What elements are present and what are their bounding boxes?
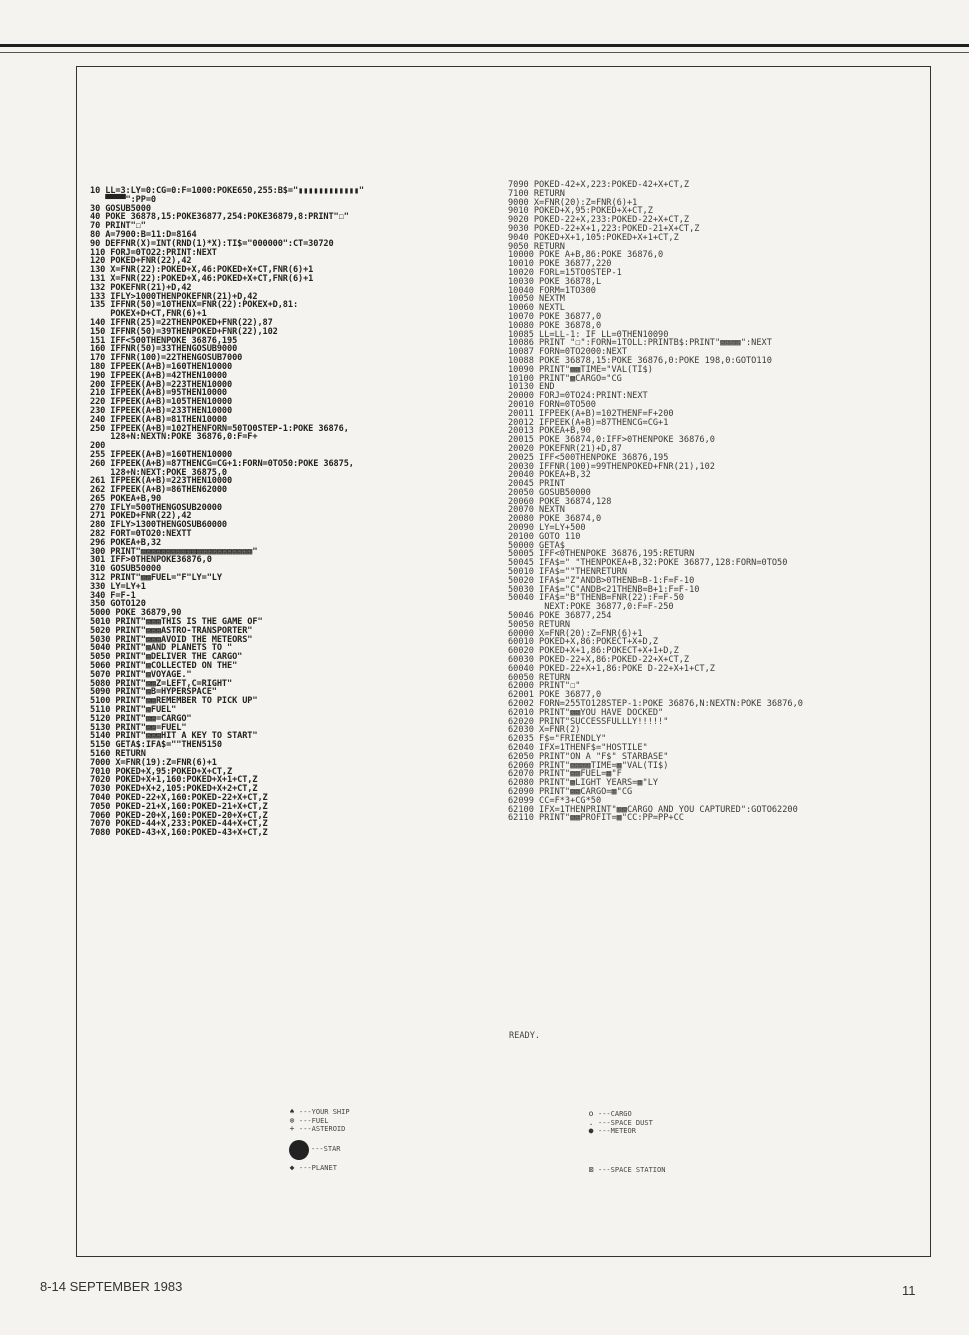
legend-space-station-label: ---SPACE STATION: [598, 1165, 666, 1174]
code-line: 340 F=F-1: [90, 590, 136, 601]
code-line: 135 IFFNR(50)=10THENX=FNR(22):POKEX+D,81:: [90, 300, 299, 311]
listing-right-column: [508, 181, 803, 823]
code-line: 62060 PRINT"▩▩▩▩TIME=▩"VAL(TI$): [508, 760, 669, 771]
code-line: 140 IFFNR(25)=22THENPOKED+FNR(22),87: [90, 317, 273, 328]
code-line: 20011 IFPEEK(A+B)=102THENF=F+200: [508, 408, 674, 419]
ready-prompt: READY.: [509, 1031, 541, 1041]
code-line: 132 POKEFNR(21)+D,42: [90, 282, 192, 293]
code-line: 9030 POKED-22+X+1,223:POKED-21+X+CT,Z: [508, 223, 700, 234]
code-line: 150 IFFNR(50)=39THENPOKED+FNR(22),102: [90, 326, 278, 337]
code-line: 10130 END: [508, 382, 555, 393]
code-line: 62080 PRINT"▩LIGHT YEARS=▩"LY: [508, 778, 659, 789]
code-line: 7090 POKED-42+X,223:POKED-42+X+CT,Z: [508, 180, 690, 190]
code-line: 10 LL=3:LY=0:CG=0:F=1000:POKE650,255:B$="▮▮▮▮▮▮▮▮▮▮▮▮": [90, 186, 364, 196]
code-line: 7020 POKED+X+1,160:POKED+X+1+CT,Z: [90, 775, 258, 786]
code-line: 200 IFPEEK(A+B)=223THEN10000: [90, 379, 233, 390]
code-line: 62110 PRINT"▩▩PROFIT=▩"CC:PP=PP+CC: [508, 813, 684, 824]
code-line: 312 PRINT"▩▩FUEL="F"LY="LY: [90, 573, 222, 584]
code-line: 60050 RETURN: [508, 672, 571, 683]
code-line: 10080 POKE 36878,0: [508, 320, 602, 331]
code-line: 128+N:NEXT:POKE 36875,0: [90, 467, 227, 478]
code-line: 296 POKEA+B,32: [90, 537, 162, 548]
code-line: 151 IFF<500THENPOKE 36876,195: [90, 335, 238, 346]
code-line: 80 A=7900:B=11:D=8164: [90, 229, 197, 240]
code-line: 10086 PRINT "☐":FORN=1TOLL:PRINTB$:PRINT"▩▩▩▩":NEXT: [508, 338, 772, 349]
code-line: 7060 POKED-20+X,160:POKED-20+X+CT,Z: [90, 810, 268, 821]
code-line: 110 FORJ=0TO22:PRINT:NEXT: [90, 247, 217, 258]
code-line: 5020 PRINT"▩▩▩ASTRO-TRANSPORTER": [90, 625, 253, 636]
code-line: 60030 POKED-22+X,86:POKED-22+X+CT,Z: [508, 655, 690, 666]
code-line: 50040 IFA$="B"THENB=FNR(22):F=F-50: [508, 593, 684, 604]
code-line: 10090 PRINT"▩▩TIME="VAL(TI$): [508, 364, 653, 375]
code-line: 50000 GETA$: [508, 540, 565, 551]
code-line: 10000 POKE A+B,86:POKE 36876,0: [508, 250, 664, 261]
code-line: 5000 POKE 36879,90: [90, 608, 182, 619]
space-dust-icon: .: [588, 1117, 594, 1127]
code-line: 62050 PRINT"ON A "F$" STARBASE": [508, 751, 669, 762]
code-line: 20020 POKEFNR(21)+D,87: [508, 443, 622, 454]
asteroid-icon: +: [289, 1124, 295, 1133]
code-line: 10040 FORM=1TO300: [508, 285, 596, 296]
code-line: 62070 PRINT"▩▩FUEL=▩"F: [508, 769, 622, 780]
code-line: 270 IFLY=500THENGOSUB20000: [90, 502, 222, 513]
code-line: 62002 FORN=255TO128STEP-1:POKE 36876,N:NEXTN:POKE 36876,0: [508, 699, 803, 710]
code-line: 10070 POKE 36877,0: [508, 311, 602, 322]
code-line: 265 POKEA+B,90: [90, 493, 162, 504]
code-line: 240 IFPEEK(A+B)=81THEN10000: [90, 414, 227, 425]
code-line: 200: [90, 441, 106, 452]
legend-space-station: [586, 1166, 665, 1175]
code-line: 50020 IFA$="Z"ANDB>0THENB=B-1:F=F-10: [508, 575, 695, 586]
code-line: 5120 PRINT"▩▩=CARGO": [90, 713, 192, 724]
code-line: 50050 RETURN: [508, 619, 571, 630]
legend-fuel: [287, 1117, 350, 1126]
code-line: 20100 GOTO 110: [508, 531, 581, 542]
code-line: 128+N:NEXTN:POKE 36876,0:F=F+: [90, 432, 258, 443]
code-line: 50030 IFA$="C"ANDB<21THENB=B+1:F=F-10: [508, 584, 700, 595]
code-line: 62030 X=FNR(2): [508, 725, 581, 736]
code-line: 20025 IFF<500THENPOKE 36876,195: [508, 452, 669, 463]
code-line: 50045 IFA$=" "THENPOKEA+B,32:POKE 36877,128:FORN=0TO50: [508, 558, 788, 569]
code-line: 7050 POKED-21+X,160:POKED-21+X+CT,Z: [90, 801, 268, 812]
code-line: 261 IFPEEK(A+B)=223THEN10000: [90, 476, 233, 487]
code-line: 5080 PRINT"▩▩Z=LEFT,C=RIGHT": [90, 678, 233, 689]
code-line: 10060 NEXTL: [508, 303, 565, 314]
legend-meteor: [586, 1127, 665, 1136]
code-line: 7030 POKED+X+2,105:POKED+X+2+CT,Z: [90, 784, 258, 795]
planet-icon: ◆: [289, 1162, 295, 1172]
code-line: 7000 X=FNR(19):Z=FNR(6)+1: [90, 757, 217, 768]
code-line: 310 GOSUB50000: [90, 564, 162, 575]
code-line: 10088 POKE 36878,15:POKE 36876,0:POKE 198,0:GOTO110: [508, 355, 772, 366]
code-line: 350 GOTO120: [90, 599, 146, 610]
code-line: 255 IFPEEK(A+B)=160THEN10000: [90, 449, 233, 460]
code-line: 120 POKED+FNR(22),42: [90, 256, 192, 267]
code-line: 90 DEFFNR(X)=INT(RND(1)*X):TI$="000000":CT=30720: [90, 238, 334, 249]
code-line: 250 IFPEEK(A+B)=102THENFORN=50TO0STEP-1:POKE 36876,: [90, 423, 349, 434]
code-line: 160 IFFNR(50)=33THENGOSUB9000: [90, 344, 238, 355]
code-line: 20045 PRINT: [508, 479, 565, 490]
code-line: 180 IFPEEK(A+B)=160THEN10000: [90, 361, 233, 372]
code-line: 5070 PRINT"▩VOYAGE.": [90, 669, 192, 680]
fuel-icon: ⊗: [289, 1115, 295, 1125]
code-line: 230 IFPEEK(A+B)=233THEN10000: [90, 405, 233, 416]
code-line: 9020 POKED-22+X,233:POKED-22+X+CT,Z: [508, 215, 690, 226]
code-line: 20080 POKE 36874,0: [508, 514, 602, 525]
code-line: 9000 X=FNR(20):Z=FNR(6)+1: [508, 197, 638, 208]
top-rule: [0, 44, 969, 47]
legend-ship-label: ---YOUR SHIP: [299, 1108, 350, 1116]
code-line: 5050 PRINT"▩DELIVER THE CARGO": [90, 652, 243, 663]
code-line: POKEX+D+CT,FNR(6)+1: [90, 309, 207, 320]
code-line: 9040 POKED+X+1,105:POKED+X+1+CT,Z: [508, 232, 679, 243]
space-station-icon: ⊠: [588, 1164, 594, 1174]
legend-ship: [287, 1108, 350, 1117]
top-rule-thin: [0, 52, 969, 53]
code-line: 20070 NEXTN: [508, 505, 565, 516]
code-line: 62000 PRINT"☐": [508, 681, 581, 692]
code-line: 20010 FORN=0TO500: [508, 399, 596, 410]
issue-date: 8-14 SEPTEMBER 1983: [40, 1279, 183, 1294]
legend-space-dust: [586, 1119, 665, 1128]
code-line: 5110 PRINT"▩FUEL": [90, 705, 177, 716]
code-line: 62090 PRINT"▩▩CARGO=▩"CG: [508, 786, 633, 797]
code-line: 20015 POKE 36874,0:IFF>0THENPOKE 36876,0: [508, 435, 715, 446]
code-line: 50010 IFA$=""THENRETURN: [508, 567, 627, 578]
code-line: 62100 IFX=1THENPRINT"▩▩CARGO AND YOU CAPTURED":GOTO62200: [508, 804, 798, 815]
code-line: 210 IFPEEK(A+B)=95THEN10000: [90, 388, 227, 399]
legend-asteroid: [287, 1125, 350, 1134]
code-line: 282 FORT=0TO20:NEXTT: [90, 529, 192, 540]
code-line: 7070 POKED-44+X,233:POKED-44+X+CT,Z: [90, 819, 268, 830]
legend-cargo-label: ---CARGO: [598, 1110, 632, 1118]
code-line: 10087 FORN=0TO2000:NEXT: [508, 347, 627, 358]
code-line: 10100 PRINT"▩CARGO="CG: [508, 373, 622, 384]
code-line: 5090 PRINT"▩B=HYPERSPACE": [90, 687, 217, 698]
code-line: 5060 PRINT"▩COLLECTED ON THE": [90, 661, 238, 672]
code-line: 50046 POKE 36877,254: [508, 611, 612, 622]
legend-meteor-label: ---METEOR: [598, 1127, 636, 1135]
code-line: 62099 CC=F*3+CG*50: [508, 795, 602, 806]
code-line: 62010 PRINT"▩▩YOU HAVE DOCKED": [508, 707, 664, 718]
code-line: 50005 IFF<0THENPOKE 36876,195:RETURN: [508, 549, 695, 560]
legend-planet-label: ---PLANET: [299, 1163, 337, 1172]
code-line: 30 GOSUB5000: [90, 203, 151, 214]
cargo-icon: o: [588, 1109, 594, 1118]
code-line: 62040 IFX=1THENF$="HOSTILE": [508, 743, 648, 753]
legend-left: [287, 1108, 350, 1172]
code-line: 220 IFPEEK(A+B)=105THEN10000: [90, 397, 233, 408]
meteor-icon: ●: [588, 1126, 594, 1135]
legend-asteroid-label: ---ASTEROID: [299, 1125, 346, 1133]
code-line: 10030 POKE 36878,L: [508, 276, 602, 287]
legend-planet: [287, 1164, 350, 1173]
listing-left-column: [90, 187, 364, 838]
code-line: 62035 F$="FRIENDLY": [508, 734, 607, 745]
code-line: 60000 X=FNR(20):Z=FNR(6)+1: [508, 628, 643, 639]
code-line: 5140 PRINT"▩▩▩HIT A KEY TO START": [90, 731, 258, 742]
legend-space-dust-label: ---SPACE DUST: [598, 1118, 653, 1127]
code-line: 10010 POKE 36877,220: [508, 259, 612, 270]
code-line: ▀▀▀▀":PP=0: [90, 194, 156, 205]
code-line: 300 PRINT"▩▩▩▩▩▩▩▩▩▩▩▩▩▩▩▩▩▩▩▩▩▩": [90, 546, 258, 557]
code-line: 70 PRINT"☐": [90, 221, 146, 232]
code-line: NEXT:POKE 36877,0:F=F-250: [508, 602, 674, 613]
page-number: 11: [902, 1283, 916, 1298]
code-line: 190 IFPEEK(A+B)=42THEN10000: [90, 370, 227, 381]
code-line: 5030 PRINT"▩▩▩AVOID THE METEORS": [90, 634, 253, 645]
code-line: 62020 PRINT"SUCCESSFULLLY!!!!!": [508, 716, 669, 727]
code-line: 5040 PRINT"▩AND PLANETS TO ": [90, 643, 233, 654]
code-line: 170 IFFNR(100)=22THENGOSUB7000: [90, 353, 243, 364]
code-line: 10020 FORL=15TO0STEP-1: [508, 267, 622, 278]
code-line: 133 IFLY>1000THENPOKEFNR(21)+D,42: [90, 291, 258, 302]
code-line: 20040 POKEA+B,32: [508, 470, 591, 481]
star-icon: [289, 1140, 309, 1160]
code-line: 9010 POKED+X,95:POKED+X+CT,Z: [508, 206, 653, 217]
code-line: 10050 NEXTM: [508, 294, 565, 305]
code-line: 20030 IFFNR(100)=99THENPOKED+FNR(21),102: [508, 461, 715, 472]
code-line: 330 LY=LY+1: [90, 581, 146, 592]
code-line: 271 POKED+FNR(22),42: [90, 511, 192, 522]
code-line: 5160 RETURN: [90, 749, 146, 759]
code-line: 301 IFF>0THENPOKE36876,0: [90, 555, 212, 566]
code-line: 260 IFPEEK(A+B)=87THENCG=CG+1:FORN=0TO50:POKE 36875,: [90, 458, 354, 469]
legend-star: [287, 1140, 350, 1160]
code-line: 131 X=FNR(22):POKED+X,46:POKED+X+CT,FNR(6)+1: [90, 273, 314, 284]
code-line: 20000 FORJ=0TO24:PRINT:NEXT: [508, 391, 648, 402]
legend-right: [586, 1110, 665, 1174]
code-line: 9050 RETURN: [508, 241, 565, 252]
code-line: 5100 PRINT"▩▩REMEMBER TO PICK UP": [90, 696, 258, 707]
code-line: 5150 GETA$:IFA$=""THEN5150: [90, 740, 222, 751]
legend-cargo: [586, 1110, 665, 1119]
code-line: 60020 POKED+X+1,86:POKECT+X+1+D,Z: [508, 646, 679, 657]
code-line: 7040 POKED-22+X,160:POKED-22+X+CT,Z: [90, 792, 268, 803]
code-line: 5010 PRINT"▩▩▩THIS IS THE GAME OF": [90, 617, 263, 628]
code-line: 130 X=FNR(22):POKED+X,46:POKED+X+CT,FNR(6)+1: [90, 265, 314, 276]
code-line: 7080 POKED-43+X,160:POKED-43+X+CT,Z: [90, 828, 268, 839]
code-line: 5130 PRINT"▩▩=FUEL": [90, 722, 187, 733]
code-line: 60010 POKED+X,86:POKECT+X+D,Z: [508, 637, 659, 648]
code-line: 20090 LY=LY+500: [508, 523, 586, 534]
legend-star-label: ---STAR: [311, 1145, 341, 1154]
code-line: 62001 POKE 36877,0: [508, 690, 602, 701]
code-line: 10085 LL=LL-1: IF LL=0THEN10090: [508, 329, 669, 340]
ship-icon: ♠: [289, 1107, 295, 1116]
legend-fuel-label: ---FUEL: [299, 1116, 329, 1125]
code-line: 60040 POKED-22+X+1,86:POKE D-22+X+1+CT,Z: [508, 663, 715, 674]
code-line: 7100 RETURN: [508, 188, 565, 199]
code-line: 20050 GOSUB50000: [508, 487, 591, 498]
code-line: 20060 POKE 36874,128: [508, 496, 612, 507]
code-line: 7010 POKED+X,95:POKED+X+CT,Z: [90, 766, 233, 777]
code-line: 20012 IFPEEK(A+B)=87THENCG=CG+1: [508, 417, 669, 428]
code-line: 262 IFPEEK(A+B)=86THEN62000: [90, 485, 227, 496]
code-line: 20013 POKEA+B,90: [508, 426, 591, 437]
code-line: 40 POKE 36878,15:POKE36877,254:POKE36879,8:PRINT"☐": [90, 212, 349, 223]
code-line: 280 IFLY>1300THENGOSUB60000: [90, 520, 227, 531]
